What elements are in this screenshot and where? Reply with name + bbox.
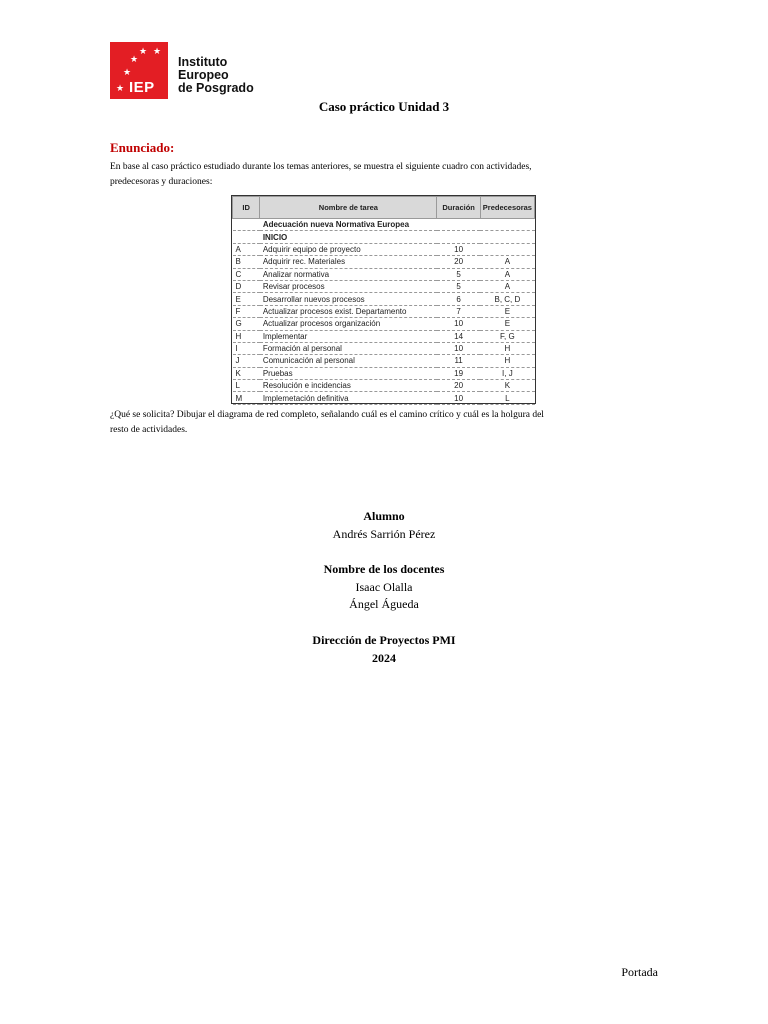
header-id: ID [233,197,260,219]
cell-duration: 5 [437,268,480,280]
cell-id: G [233,318,260,330]
cell-id: C [233,268,260,280]
star-icon: ★ [116,84,125,94]
cell-predecessors: F, G [480,330,534,342]
cell-predecessors: K [480,380,534,392]
cell-predecessors: H [480,342,534,354]
alumno-section [0,508,768,543]
logo-line-3: de Posgrado [178,81,254,95]
cell-name: Revisar procesos [260,280,437,292]
cell-duration: 19 [437,367,480,379]
cell-predecessors: A [480,268,534,280]
cell-duration: 7 [437,305,480,317]
cell-name: Formación al personal [260,342,437,354]
cell-name: Comunicación al personal [260,355,437,367]
cell-duration: 5 [437,280,480,292]
cell-id: B [233,256,260,268]
cell-id: A [233,243,260,255]
cell-predecessors: L [480,392,534,404]
cell-predecessors: E [480,305,534,317]
cell-predecessors: H [480,355,534,367]
cell-name: Implemetación definitiva [260,392,437,404]
table-group-row [233,219,535,231]
enunciado-heading: Enunciado: [110,140,175,155]
table-row [233,330,535,342]
table-row [233,342,535,354]
cell-name: Analizar normativa [260,268,437,280]
cell-name: Pruebas [260,367,437,379]
cell-name: Actualizar procesos organización [260,318,437,330]
group-title: Adecuación nueva Normativa Europea [260,219,437,231]
logo-line-2: Europeo [178,68,229,82]
cell-name: Implementar [260,330,437,342]
cell-duration: 11 [437,355,480,367]
iep-logo [110,42,254,99]
cell-id: E [233,293,260,305]
alumno-name: Andrés Sarrión Pérez [332,526,436,541]
header-duration: Duración [437,197,480,219]
cell-name: Actualizar procesos exist. Departamento [260,305,437,317]
star-icon: ★ [123,68,132,78]
cell-duration: 20 [437,256,480,268]
star-icon: ★ [153,47,162,57]
iep-logo-letters: IEP [129,79,155,96]
table-body [233,219,535,405]
table-row [233,293,535,305]
cell-id: I [233,342,260,354]
cell-name: Adquirir equipo de proyecto [260,243,437,255]
docentes-section [0,561,768,614]
alumno-label: Alumno [363,509,405,523]
cell-duration: 14 [437,330,480,342]
logo-line-1: Instituto [178,55,228,69]
docentes-label: Nombre de los docentes [323,562,445,576]
cell-name: Resolución e incidencias [260,380,437,392]
activities-table [232,196,535,405]
table-row [233,268,535,280]
cell-name: Adquirir rec. Materiales [260,256,437,268]
cell-duration: 10 [437,318,480,330]
table-row [233,355,535,367]
cell-duration: 20 [437,380,480,392]
table-row [233,380,535,392]
docente-name: Isaac Olalla [355,579,413,594]
table-row [233,243,535,255]
star-icon: ★ [130,55,139,65]
header-predecessors: Predecesoras [480,197,534,219]
cell-predecessors: B, C, D [480,293,534,305]
programa-year: 2024 [372,650,396,665]
cell-duration: 10 [437,243,480,255]
cell-predecessors: I, J [480,367,534,379]
cell-id: H [233,330,260,342]
cell-duration: 10 [437,392,480,404]
document-title: Caso práctico Unidad 3 [318,99,450,114]
table-row [233,318,535,330]
start-label: INICIO [260,231,437,243]
cell-duration: 10 [437,342,480,354]
cell-predecessors [480,243,534,255]
cell-duration: 6 [437,293,480,305]
table-row [233,280,535,292]
iep-logo-wordmark [178,56,254,95]
cell-id: L [233,380,260,392]
table-row [233,256,535,268]
docente-name: Ángel Águeda [349,597,419,611]
iep-logo-mark [110,42,168,99]
table-row [233,392,535,404]
cell-predecessors: A [480,256,534,268]
table-row [233,367,535,379]
cell-id: D [233,280,260,292]
cell-id: J [233,355,260,367]
cell-name: Desarrollar nuevos procesos [260,293,437,305]
programa-name: Dirección de Proyectos PMI [312,633,456,647]
table-start-row [233,231,535,243]
programa-section [0,632,768,667]
activities-table-container [231,195,536,404]
cell-predecessors: A [480,280,534,292]
cell-id: F [233,305,260,317]
cell-id: M [233,392,260,404]
enunciado-text: En base al caso práctico estudiado durante los temas anteriores, se muestra el siguiente cuadro con actividades, predecesoras y duraciones: [110,162,532,187]
table-row [233,305,535,317]
page-footer: Portada [621,965,658,979]
star-icon: ★ [139,47,148,57]
cell-id: K [233,367,260,379]
table-header-row [233,197,535,219]
header-name: Nombre de tarea [260,197,437,219]
question-text: ¿Qué se solicita? Dibujar el diagrama de red completo, señalando cuál es el camino crítico y cuál es la holgura del resto de actividades. [110,410,544,435]
cell-predecessors: E [480,318,534,330]
